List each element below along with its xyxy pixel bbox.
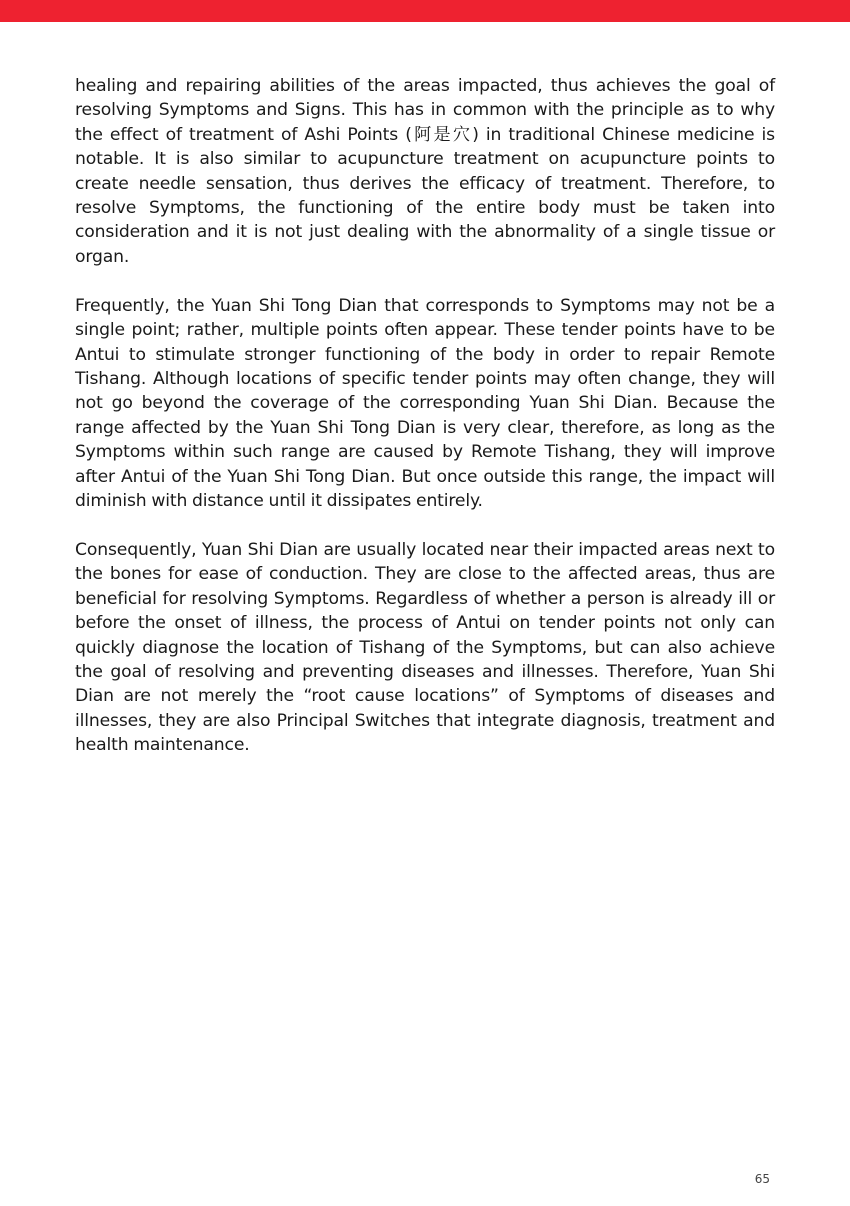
body-paragraph-2: Frequently, the Yuan Shi Tong Dian that corresponds to Symptoms may not be a single point; rather, multiple points often appear. These tender points have to be Antui to stimulate stronger functioning of the body in order to repair Remote Tishang. Although locations of specific tender points may often change, they will not go beyond the coverage of the corresponding Yuan Shi Dian. Because the range affected by the Yuan Shi Tong Dian is very clear, therefore, as long as the Symptoms within such range are caused by Remote Tishang, they will improve after Antui of the Yuan Shi Tong Dian. But once outside this range, the impact will diminish with distance until it dissipates entirely.	[75, 295, 775, 511]
page-body	[75, 74, 775, 782]
header-accent-bar	[0, 0, 850, 22]
body-paragraph-1: healing and repairing abilities of the areas impacted, thus achieves the goal of resolving Symptoms and Signs. This has in common with the principle as to why the effect of treatment of Ashi Points (阿是穴) in traditional Chinese medicine is notable. It is also similar to acupuncture treatment on acupuncture points to create needle sensation, thus derives the efficacy of treatment. Therefore, to resolve Symptoms, the functioning of the entire body must be taken into consideration and it is not just dealing with the abnormality of a single tissue or organ.	[75, 76, 775, 267]
page-number: 65	[754, 1172, 770, 1186]
body-paragraph-3: Consequently, Yuan Shi Dian are usually located near their impacted areas next to the bones for ease of conduction. They are close to the affected areas, thus are beneficial for resolving Symptoms. Regardless of whether a person is already ill or before the onset of illness, the process of Antui on tender points not only can quickly diagnose the location of Tishang of the Symptoms, but can also achieve the goal of resolving and preventing diseases and illnesses. Therefore, Yuan Shi Dian are not merely the “root cause locations” of Symptoms of diseases and illnesses, they are also Principal Switches that integrate diagnosis, treatment and health maintenance.	[75, 539, 775, 756]
